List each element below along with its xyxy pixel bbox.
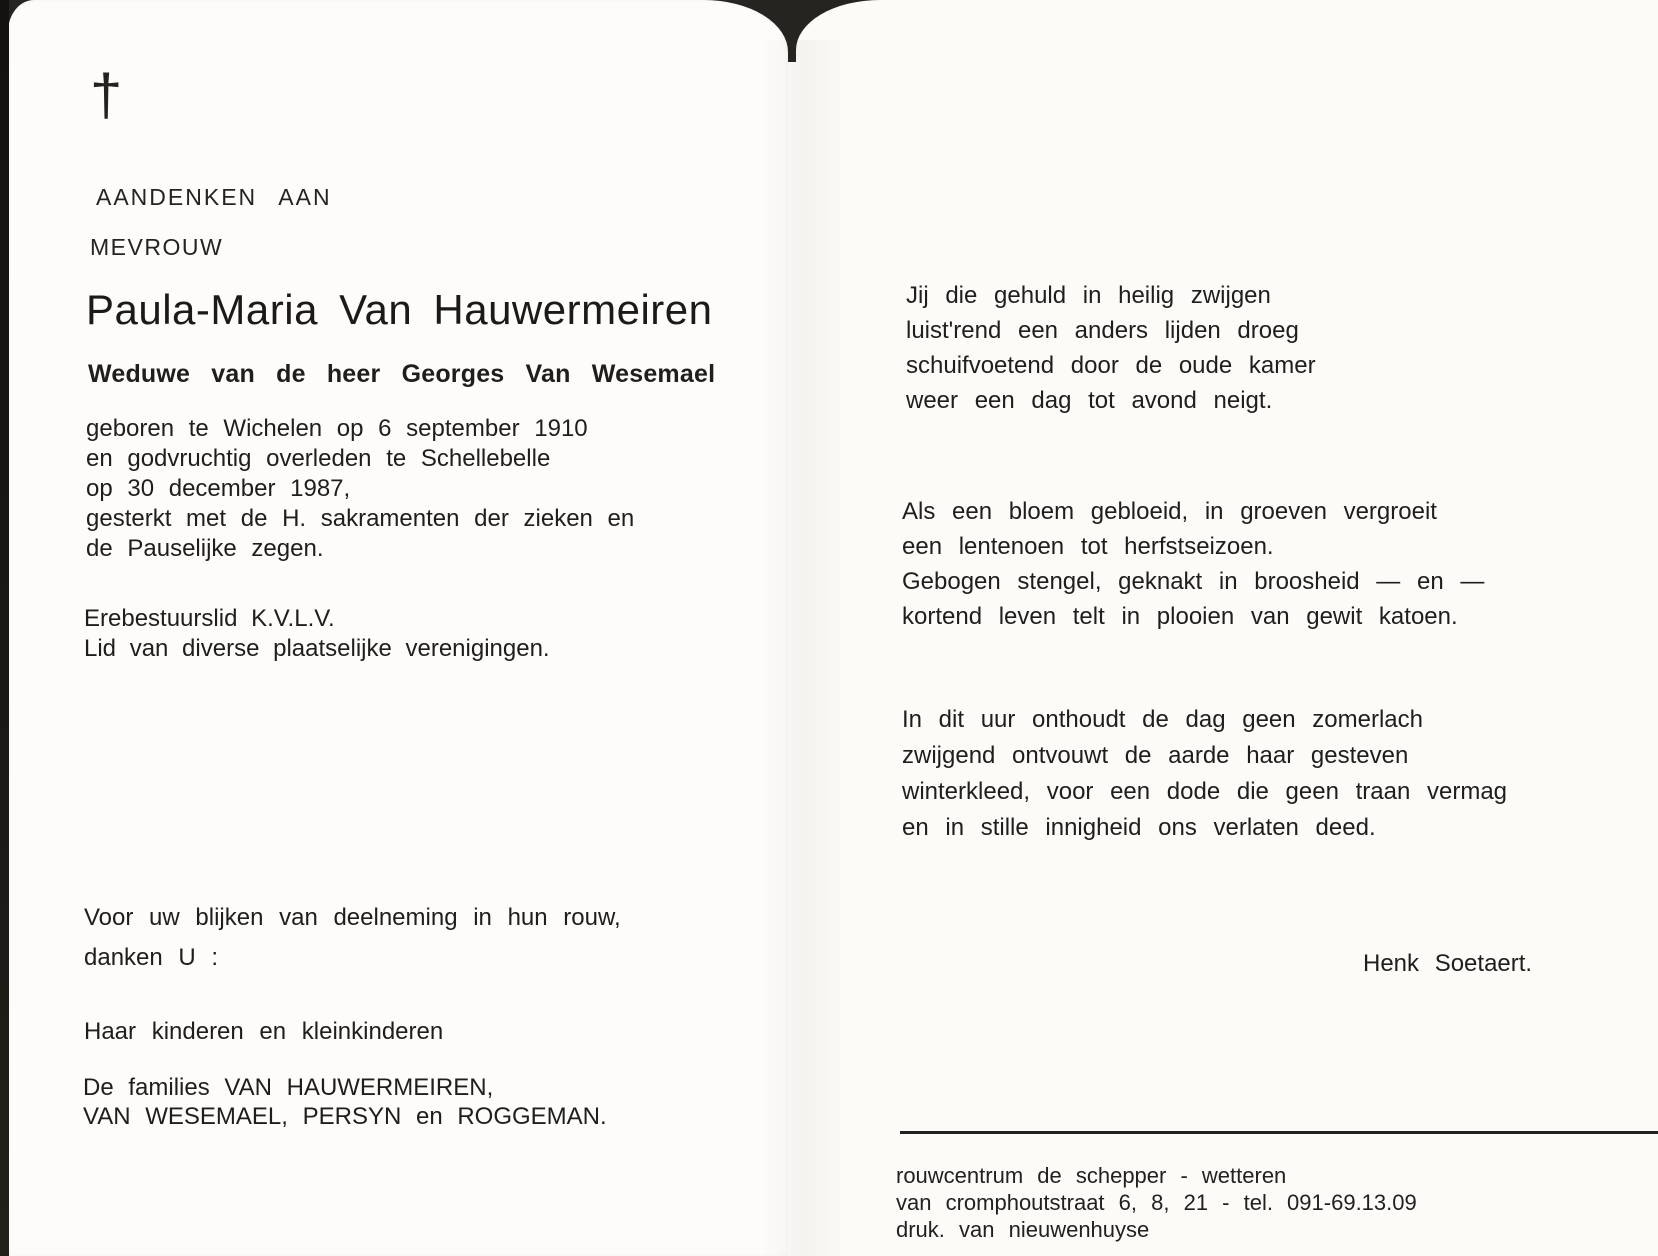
scan-left-edge <box>0 0 9 1256</box>
salutation-label: MEVROUW <box>90 234 224 260</box>
funeral-home-footer <box>896 1162 1417 1243</box>
footer-line: van cromphoutstraat 6, 8, 21 - tel. 091-69.13.09 <box>896 1190 1417 1215</box>
life-line: de Pauselijke zegen. <box>86 535 324 562</box>
family-intro: Haar kinderen en kleinkinderen <box>84 1018 444 1045</box>
poem-line: schuifvoetend door de oude kamer <box>906 352 1316 379</box>
poem-line: winterkleed, voor een dode die geen traan vermag <box>902 778 1508 805</box>
thanks-line: Voor uw blijken van deelneming in hun rouw, <box>84 904 621 931</box>
families-line: VAN WESEMAEL, PERSYN en ROGGEMAN. <box>83 1103 607 1130</box>
memorial-label: AANDENKEN AAN <box>96 184 332 210</box>
poem-line: en in stille innigheid ons verlaten deed. <box>902 814 1376 841</box>
poem-stanza-3 <box>902 702 1507 846</box>
poem-stanza-1 <box>906 278 1316 418</box>
poem-line: weer een dag tot avond neigt. <box>906 387 1273 414</box>
membership-paragraph <box>84 604 550 664</box>
poem-line: Gebogen stengel, geknakt in broosheid — en — <box>902 568 1485 595</box>
poem-line: In dit uur onthoudt de dag geen zomerlach <box>902 706 1423 733</box>
poem-line: zwijgend ontvouwt de aarde haar gesteven <box>902 742 1409 769</box>
cross-icon: † <box>90 63 123 128</box>
poem-stanza-2 <box>902 494 1484 634</box>
poem-line: een lentenoen tot herfstseizoen. <box>902 533 1274 560</box>
thanks-paragraph <box>84 898 621 978</box>
footer-divider <box>900 1131 1658 1134</box>
membership-line: Lid van diverse plaatselijke verenigingen. <box>84 635 550 662</box>
poem-line: kortend leven telt in plooien van gewit katoen. <box>902 603 1458 630</box>
footer-line: druk. van nieuwenhuyse <box>896 1217 1150 1242</box>
thanks-line: danken U : <box>84 944 219 971</box>
families-paragraph <box>83 1073 607 1131</box>
life-line: gesterkt met de H. sakramenten der zieken en <box>86 505 635 532</box>
life-line: op 30 december 1987, <box>86 475 351 502</box>
families-line: De families VAN HAUWERMEIREN, <box>83 1074 494 1101</box>
membership-line: Erebestuurslid K.V.L.V. <box>84 605 335 632</box>
poem-line: Jij die gehuld in heilig zwijgen <box>906 282 1271 309</box>
life-line: geboren te Wichelen op 6 september 1910 <box>86 415 588 442</box>
poem-line: Als een bloem gebloeid, in groeven vergroeit <box>902 498 1437 525</box>
poem-line: luist'rend een anders lijden droeg <box>906 317 1299 344</box>
life-line: en godvruchtig overleden te Schellebelle <box>86 445 551 472</box>
deceased-name: Paula-Maria Van Hauwermeiren <box>86 286 713 333</box>
poem-author: Henk Soetaert. <box>1363 950 1533 977</box>
life-dates-paragraph <box>86 414 634 564</box>
footer-line: rouwcentrum de schepper - wetteren <box>896 1163 1287 1188</box>
widow-subtitle: Weduwe van de heer Georges Van Wesemael <box>88 360 716 388</box>
